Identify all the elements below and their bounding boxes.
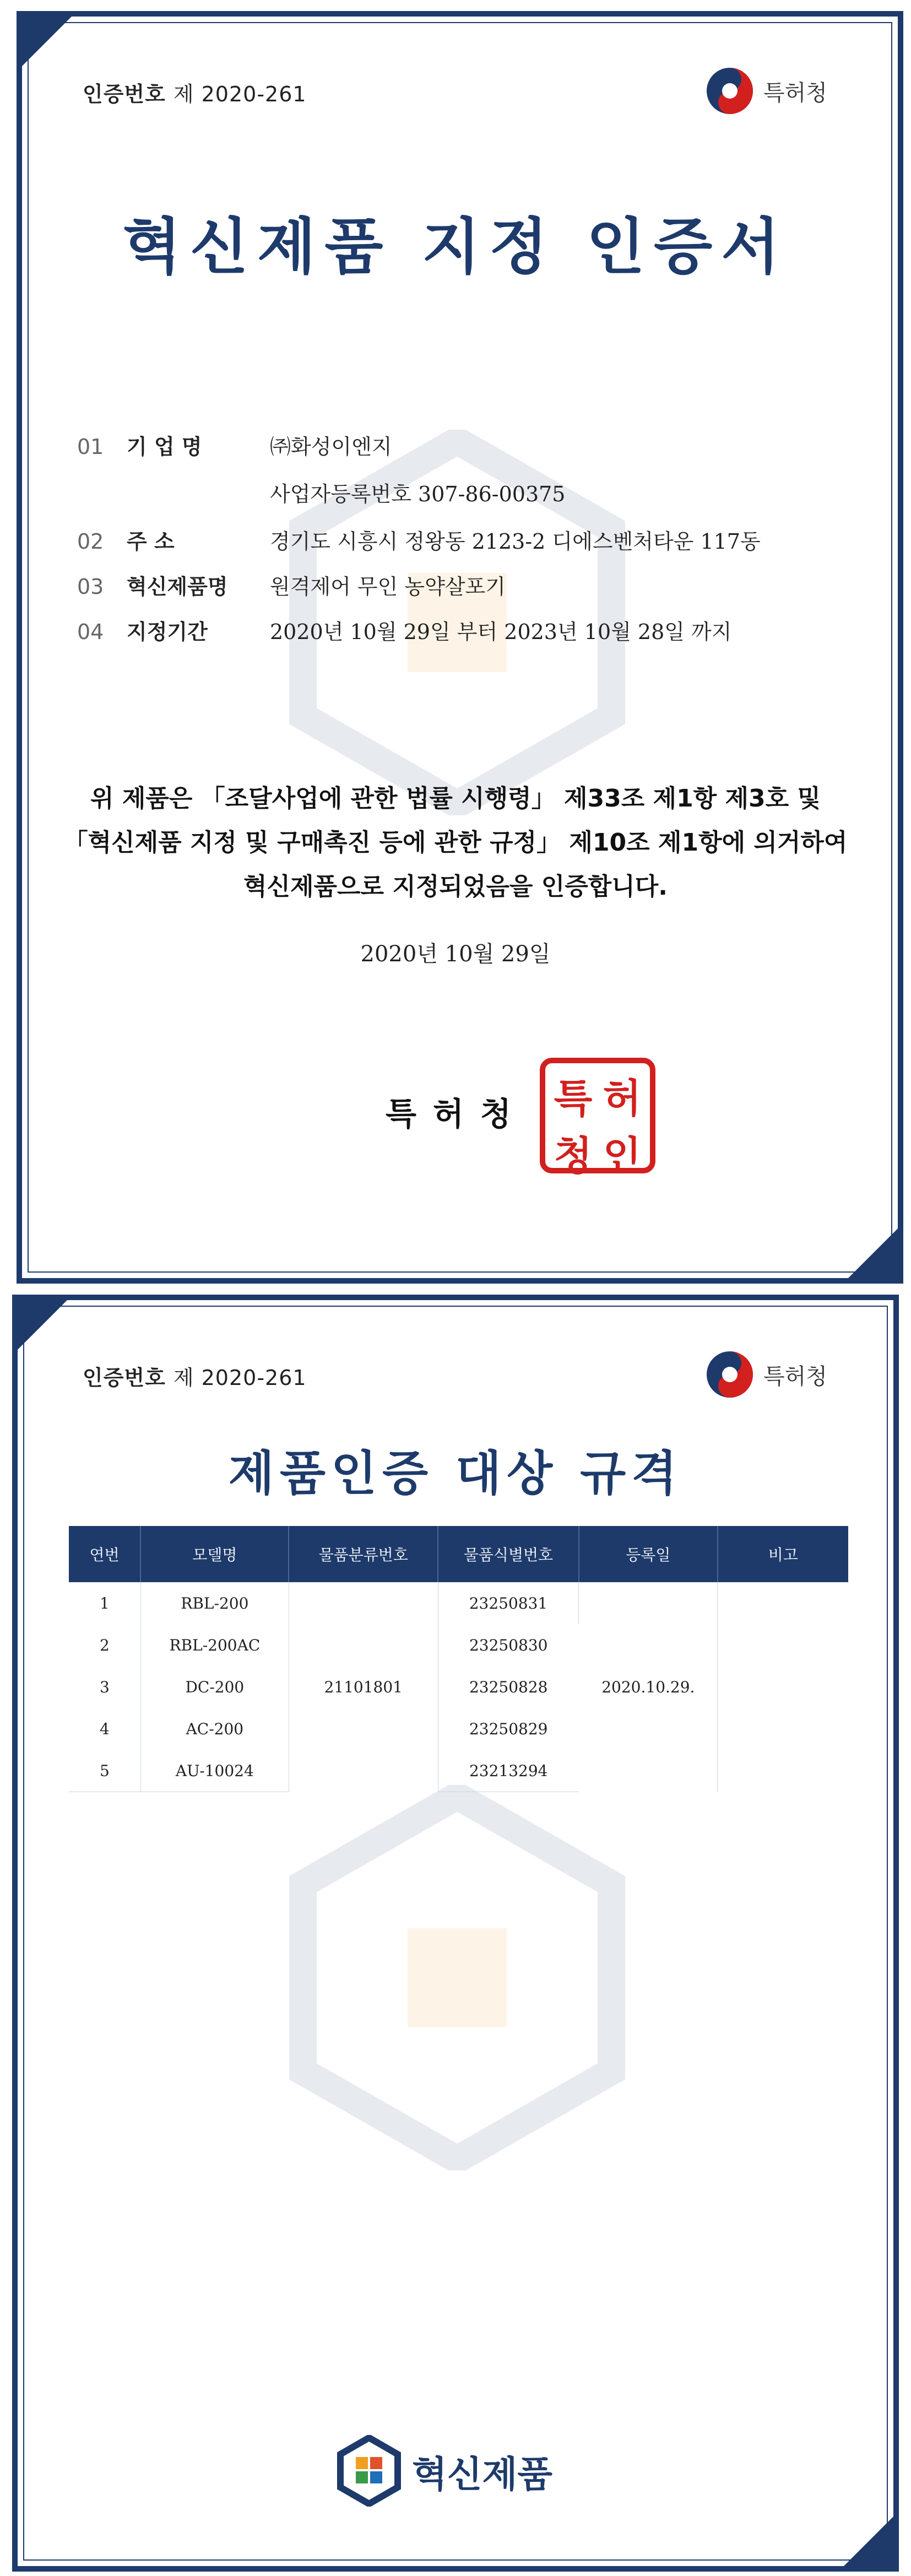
column-header: 모델명 <box>140 1526 289 1582</box>
info-business-number <box>77 477 565 507</box>
column-header: 등록일 <box>579 1526 718 1582</box>
certificate-number <box>83 77 307 107</box>
cell-identification: 23250830 <box>469 1636 548 1654</box>
cell-identification: 23250828 <box>469 1677 548 1696</box>
seal-char: 청 <box>554 1132 593 1179</box>
info-value: 사업자등록번호 307-86-00375 <box>270 482 566 506</box>
info-label: 지정기간 <box>127 620 208 644</box>
cell-no: 2 <box>69 1624 140 1666</box>
column-header: 연번 <box>69 1526 140 1582</box>
certification-statement <box>0 777 911 909</box>
certificate-number <box>83 1361 307 1391</box>
cell-classification: 21101801 <box>289 1582 438 1792</box>
seal-char: 허 <box>603 1075 642 1122</box>
cell-no: 3 <box>69 1666 140 1708</box>
innovation-product-brand <box>336 2435 552 2507</box>
info-number: 01 <box>77 435 104 459</box>
table-row <box>69 1582 848 1624</box>
cell-model: AU-10024 <box>140 1750 289 1792</box>
cell-no: 5 <box>69 1750 140 1792</box>
certificate-number-value: 제 2020-261 <box>173 1366 307 1390</box>
cell-model: DC-200 <box>140 1666 289 1708</box>
info-product-name <box>77 570 506 600</box>
certificate-number-value: 제 2020-261 <box>173 82 307 106</box>
issue-date: 2020년 10월 29일 <box>360 941 551 967</box>
cell-model: RBL-200 <box>140 1582 289 1624</box>
issuer-name: 특허청 <box>386 1095 528 1133</box>
statement-line: 위 제품은 「조달사업에 관한 법률 시행령」 제33조 제1항 제3호 및 <box>90 784 821 813</box>
statement-line: 혁신제품으로 지정되었음을 인증합니다. <box>243 873 668 901</box>
corner-decoration <box>848 1229 898 1278</box>
cell-identification: 23250831 <box>438 1582 579 1624</box>
cell-note <box>718 1582 848 1792</box>
cell-reg-date: 2020.10.29. <box>579 1582 718 1792</box>
agency-logo <box>705 1350 827 1399</box>
seal-char: 특 <box>554 1075 593 1122</box>
info-label: 기 업 명 <box>127 435 202 459</box>
specification-page <box>0 1289 911 2576</box>
specification-table <box>69 1526 848 1792</box>
taegeuk-icon <box>705 1350 755 1399</box>
info-label: 혁신제품명 <box>127 575 228 599</box>
table-header-row <box>69 1526 848 1582</box>
info-number: 02 <box>77 529 104 554</box>
specification-title: 제품인증 대상 규격 <box>228 1446 683 1501</box>
cell-model: RBL-200AC <box>140 1624 289 1666</box>
info-period <box>77 615 731 645</box>
corner-decoration <box>844 2517 893 2566</box>
seal-char: 인 <box>603 1132 642 1179</box>
corner-decoration <box>18 1300 67 1350</box>
info-number: 03 <box>77 575 104 599</box>
info-value: 경기도 시흥시 정왕동 2123-2 디에스벤처타운 117동 <box>270 529 761 554</box>
brand-name: 혁신제품 <box>412 2453 553 2496</box>
agency-name: 특허청 <box>763 1363 827 1389</box>
certificate-number-label: 인증번호 <box>83 1366 166 1390</box>
watermark-logo <box>286 1785 628 2171</box>
info-value: 2020년 10월 29일 부터 2023년 10월 28일 까지 <box>270 620 732 644</box>
certificate-number-label: 인증번호 <box>83 82 166 106</box>
info-label: 주 소 <box>127 529 175 554</box>
agency-logo <box>705 66 827 116</box>
statement-line: 「혁신제품 지정 및 구매촉진 등에 관한 규정」 제10조 제1항에 의거하여 <box>63 829 848 857</box>
info-number: 04 <box>77 620 104 644</box>
official-seal <box>540 1058 655 1179</box>
info-value: 원격제어 무인 농약살포기 <box>270 575 506 599</box>
info-value: ㈜화성이엔지 <box>270 435 392 459</box>
column-header: 물품식별번호 <box>438 1526 579 1582</box>
certificate-title: 혁신제품 지정 인증서 <box>122 211 789 282</box>
cell-no: 4 <box>69 1708 140 1750</box>
innovation-product-logo-icon <box>336 2435 402 2507</box>
agency-name: 특허청 <box>763 80 827 106</box>
cell-identification: 23213294 <box>438 1750 579 1792</box>
taegeuk-icon <box>705 66 755 116</box>
cell-identification: 23250829 <box>469 1719 548 1738</box>
info-address <box>77 524 761 555</box>
column-header: 비고 <box>718 1526 848 1582</box>
cell-no: 1 <box>69 1582 140 1624</box>
corner-decoration <box>22 17 72 66</box>
cell-model: AC-200 <box>140 1708 289 1750</box>
column-header: 물품분류번호 <box>289 1526 438 1582</box>
info-company <box>77 430 392 460</box>
